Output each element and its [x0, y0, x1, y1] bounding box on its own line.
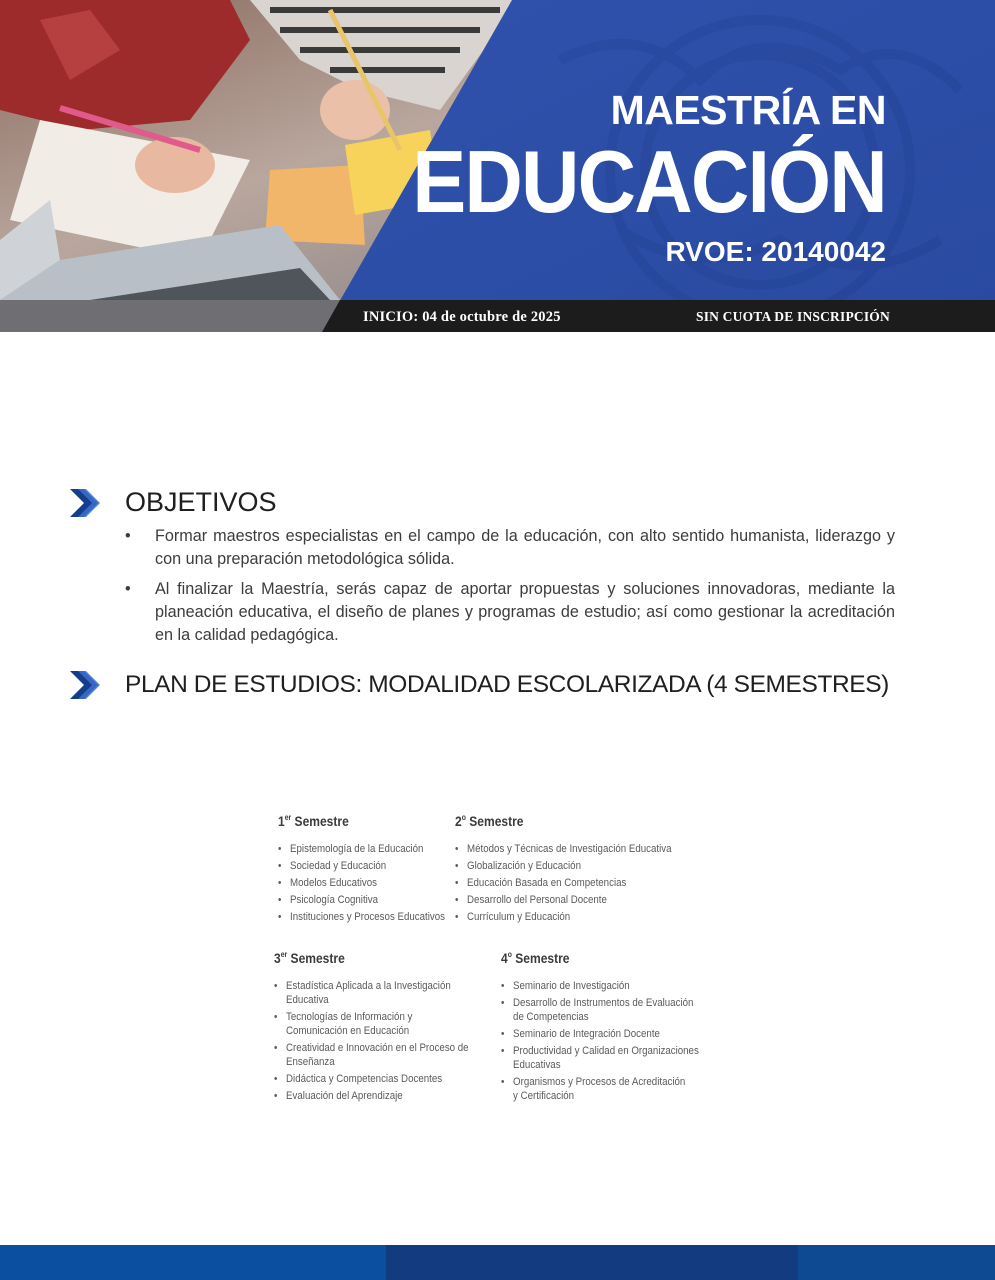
semester-3	[274, 950, 500, 1106]
footer-segment	[386, 1245, 798, 1280]
list-item: • Creatividad e Innovación en el Proceso de Enseñanza	[274, 1042, 469, 1068]
list-item: • Métodos y Técnicas de Investigación Educativa	[455, 843, 672, 855]
list-item: • Psicología Cognitiva	[278, 894, 379, 906]
footer-segment	[0, 1245, 386, 1280]
list-item: • Estadística Aplicada a la Investigación Educativa	[274, 980, 451, 1006]
list-item: • Desarrollo del Personal Docente	[455, 894, 607, 906]
rvoe-code: RVOE: 20140042	[665, 236, 886, 267]
list-item: • Epistemología de la Educación	[278, 843, 424, 855]
list-item: • Sociedad y Educación	[278, 860, 387, 872]
semester-4	[501, 950, 731, 1106]
list-item: • Desarrollo de Instrumentos de Evaluación de Competencias	[501, 997, 694, 1023]
footer-bar	[0, 1245, 995, 1280]
semester-heading: 1er Semestre	[278, 813, 349, 829]
start-date: INICIO: 04 de octubre de 2025	[363, 309, 561, 325]
list-item: • Seminario de Integración Docente	[501, 1028, 660, 1040]
list-item: • Educación Basada en Competencias	[455, 877, 627, 889]
title-line-2: EDUCACIÓN	[412, 132, 886, 231]
footer-segment	[798, 1245, 995, 1280]
objectives-title: OBJETIVOS	[125, 487, 277, 517]
plan-title: PLAN DE ESTUDIOS: MODALIDAD ESCOLARIZADA (4 SEMESTRES)	[125, 671, 889, 698]
course-list	[501, 979, 731, 1103]
list-item	[125, 578, 895, 647]
semester-2	[455, 813, 707, 927]
objective-text: Formar maestros especialistas en el campo de la educación, con alto sentido humanista, liderazgo y con una preparación metodológica sólida.	[155, 527, 895, 568]
semester-1	[278, 813, 472, 927]
course-list	[455, 842, 707, 924]
course-list	[274, 979, 500, 1103]
list-item: • Productividad y Calidad en Organizaciones Educativas	[501, 1045, 699, 1071]
objectives-list	[125, 525, 895, 654]
hero-banner	[0, 0, 995, 332]
list-item: • Currículum y Educación	[455, 911, 571, 923]
chevron-right-icon	[70, 671, 102, 699]
list-item	[125, 525, 895, 571]
list-item: • Didáctica y Competencias Docentes	[274, 1073, 443, 1085]
bullet: •	[125, 527, 131, 545]
semester-heading: 2$^o$ Semestre	[455, 813, 524, 829]
chevron-right-icon	[70, 489, 102, 517]
fee-note: SIN CUOTA DE INSCRIPCIÓN	[696, 309, 890, 324]
list-item: • Seminario de Investigación	[501, 980, 630, 992]
semester-heading: 4$^o$ Semestre	[501, 950, 570, 966]
bullet: •	[125, 580, 131, 598]
list-item: • Modelos Educativos	[278, 877, 377, 889]
list-item: • Instituciones y Procesos Educativos	[278, 911, 446, 923]
objective-text: Al finalizar la Maestría, serás capaz de aportar propuestas y soluciones innovadoras, mediante la planeación educativa, el diseño de planes y programas de estudio; así como gestionar la acreditación en la calidad pedagógica.	[155, 580, 895, 644]
course-list	[278, 842, 472, 924]
list-item: • Evaluación del Aprendizaje	[274, 1090, 403, 1102]
program-title	[371, 86, 886, 270]
semester-heading: 3er Semestre	[274, 950, 345, 966]
list-item: • Globalización y Educación	[455, 860, 582, 872]
list-item: • Tecnologías de Información y Comunicación en Educación	[274, 1011, 413, 1037]
list-item: • Organismos y Procesos de Acreditación y Certificación	[501, 1076, 686, 1102]
title-line-1: MAESTRÍA EN	[610, 87, 886, 133]
